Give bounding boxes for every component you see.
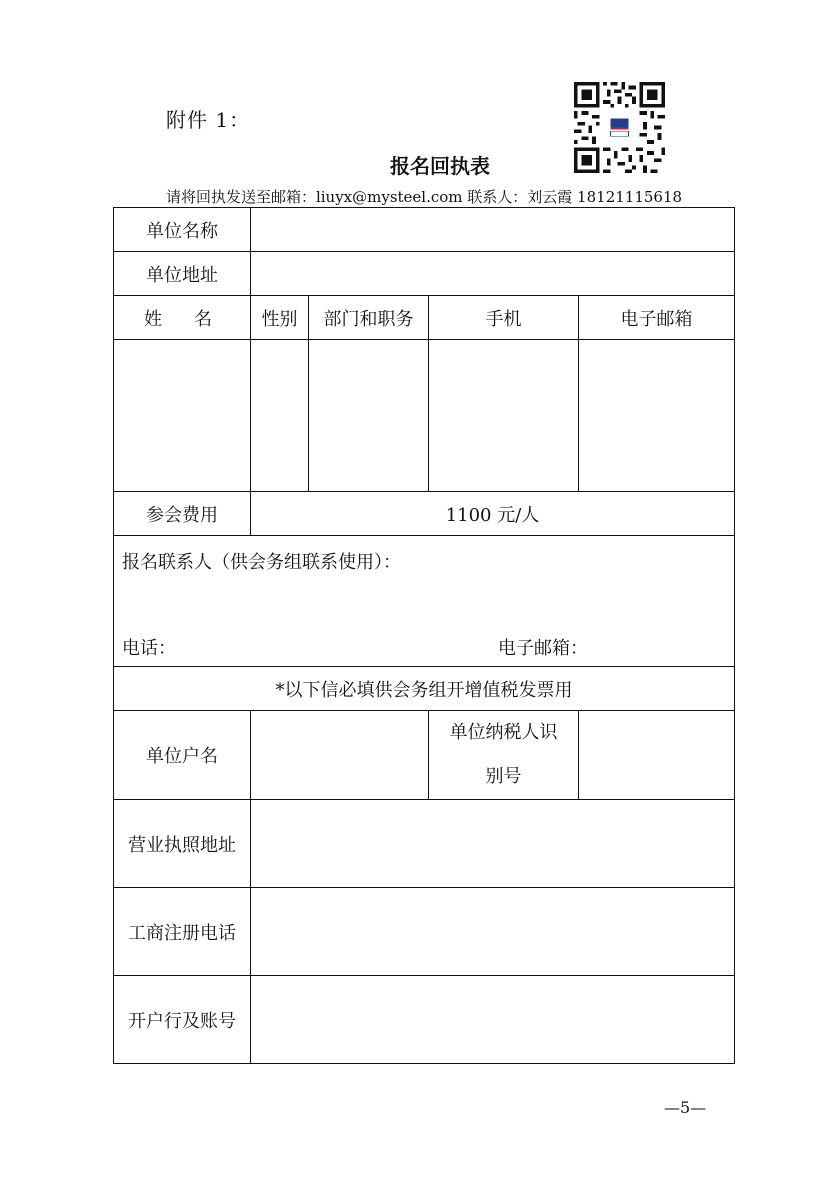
col-name-char2: 名 xyxy=(194,308,212,330)
unit-address-label: 单位地址 xyxy=(114,252,251,296)
col-gender-header: 性别 xyxy=(251,296,309,340)
attendee-email-field[interactable] xyxy=(579,340,735,492)
col-dept-title-header: 部门和职务 xyxy=(309,296,429,340)
page-number: —5— xyxy=(664,1098,707,1117)
attendee-dept-title-field[interactable] xyxy=(309,340,429,492)
col-name-char1: 姓 xyxy=(144,308,162,330)
license-address-row xyxy=(114,800,735,888)
fee-row xyxy=(114,492,735,536)
attendee-header-row xyxy=(114,296,735,340)
email-label: 电子邮箱： xyxy=(498,638,588,659)
contact-field[interactable] xyxy=(114,536,735,667)
unit-name-field[interactable] xyxy=(251,208,735,252)
account-name-row xyxy=(114,711,735,800)
form-title: 报名回执表 xyxy=(390,154,490,178)
col-name-header xyxy=(114,296,251,340)
unit-address-field[interactable] xyxy=(251,252,735,296)
registered-phone-row xyxy=(114,888,735,976)
attendee-name-field[interactable] xyxy=(114,340,251,492)
account-name-field[interactable] xyxy=(251,711,429,800)
col-mobile-header: 手机 xyxy=(429,296,579,340)
unit-name-label: 单位名称 xyxy=(114,208,251,252)
taxpayer-id-label-line2: 别号 xyxy=(485,766,522,787)
contact-row xyxy=(114,536,735,667)
taxpayer-id-field[interactable] xyxy=(579,711,735,800)
bank-account-row xyxy=(114,976,735,1064)
fee-value: 1100 元/人 xyxy=(251,492,735,536)
unit-name-row xyxy=(114,208,735,252)
license-address-label: 营业执照地址 xyxy=(114,800,251,888)
qr-code-icon xyxy=(574,82,665,173)
attachment-label: 附件 1： xyxy=(166,108,251,132)
unit-address-row xyxy=(114,252,735,296)
registered-phone-field[interactable] xyxy=(251,888,735,976)
taxpayer-id-label xyxy=(429,711,579,800)
account-name-label: 单位户名 xyxy=(114,711,251,800)
invoice-note: *以下信必填供会务组开增值税发票用 xyxy=(114,667,735,711)
contact-label: 报名联系人（供会务组联系使用）： xyxy=(122,552,401,573)
invoice-note-row xyxy=(114,667,735,711)
bank-account-field[interactable] xyxy=(251,976,735,1064)
col-email-header: 电子邮箱 xyxy=(579,296,735,340)
submission-instruction: 请将回执发送至邮箱：liuyx@mysteel.com 联系人：刘云霞 18121115618 xyxy=(165,188,683,206)
attendee-entry-row xyxy=(114,340,735,492)
attendee-mobile-field[interactable] xyxy=(429,340,579,492)
registration-form-table xyxy=(113,207,735,1064)
bank-account-label: 开户行及账号 xyxy=(114,976,251,1064)
fee-label: 参会费用 xyxy=(114,492,251,536)
attendee-gender-field[interactable] xyxy=(251,340,309,492)
phone-label: 电话： xyxy=(122,638,176,659)
registered-phone-label: 工商注册电话 xyxy=(114,888,251,976)
license-address-field[interactable] xyxy=(251,800,735,888)
taxpayer-id-label-line1: 单位纳税人识 xyxy=(449,722,558,743)
